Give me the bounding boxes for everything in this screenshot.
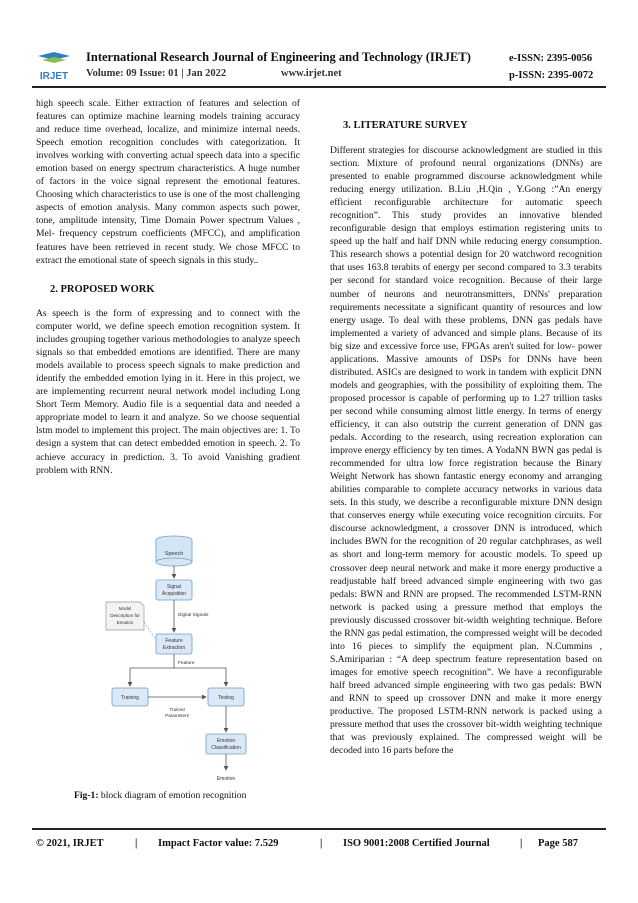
journal-title: International Research Journal of Engineering and Technology (IRJET) — [86, 50, 471, 64]
logo-text: IRJET — [39, 71, 69, 82]
footer-separator: | — [135, 838, 138, 849]
emotion-output-label: Emotion — [216, 776, 236, 782]
feature-extraction-node — [156, 634, 192, 654]
irjet-logo — [34, 50, 74, 84]
volume-issue: Volume: 09 Issue: 01 | Jan 2022 — [86, 68, 227, 79]
digital-signals-label: Digital Signals — [178, 613, 209, 618]
footer-impact-factor: Impact Factor value: 7.529 — [158, 838, 279, 849]
training-node — [112, 688, 148, 706]
svg-text:Signal: Signal — [167, 584, 181, 590]
footer-copyright: © 2021, IRJET — [36, 838, 104, 849]
svg-text:Training: Training — [121, 695, 139, 701]
block-diagram-figure — [94, 522, 270, 784]
svg-text:Model: Model — [118, 606, 132, 611]
svg-text:Description for: Description for — [110, 613, 140, 618]
footer-page-number: Page 587 — [538, 838, 578, 849]
model-description-node — [106, 602, 144, 630]
section-heading-literature-survey: 3. LITERATURE SURVEY — [343, 120, 468, 131]
section-heading-proposed-work: 2. PROPOSED WORK — [50, 284, 155, 295]
trained-parameters-label-1: Trained — [169, 707, 185, 712]
feature-label: Feature — [178, 661, 195, 666]
svg-text:Testing: Testing — [218, 695, 234, 701]
footer-separator: | — [320, 838, 323, 849]
literature-survey-body: Different strategies for discourse acknowledgment are studied in this section. Mixture of profound neural organizations (DNNs) are presented to enable programmed discourse acknowledgment while reducing energy utilization. B.Liu ,H.Qin , Y.Gong :”An energy efficient reconfigurable architecture for automatic speech recognition”. This study provides an innovative blended reconfigurable design that employs estimation registering units to speed up the half and half DNN while reducing energy consumption. This research shows a potential design for 20 watchword recognition that uses 163.8 terabits of energy per second compared to 3.3 terabits per second for standard voice recognition. Because of their large number of neurons and neurotransmitters, DNNs' preparation requirements necessitate a significant quantity of resources and low energy usage. To deal with these problems, DNN gas pedals have implemented a variety of advanced and simple plans. Because of its big size and excessive force use, FPGAs aren't suited for low- power applications. Massive amounts of DSPs for DNNs have been distributed. ASICs are designed to work in tandem with explicit DNN models and geographies, with the possibility of exploiting them. The proposed processor is capable of performing up to 1.27 trillion tasks per second while consuming almost little energy. In terms of energy efficiency, it can also outstrip the current generation of DNN gas pedals. According to the research, using recreation exploration can improve energy efficiency by ten times. A YodaNN BWN gas pedal is recommended for ultra low force registration because the Binary Weight Network has shown fantastic energy economy and arranging abilities comparable to complete accuracy networks in various data sets. In this study, we describe a reconfigurable mixture DNN design that conserves energy while executing voice recognition circuits. For discourse acknowledgment, a crossover DNN is introduced, which includes BWN for the recognition of 20 regular catchphrases, as well as short and long-term memory for acoustic models. To speed up crossover deep neural network and make it more energy productive a readjustable half breed advanced simple engineering with two gas pedals: BWN and RNN are propsed. The recommended LSTM-RNN network is packed using a pressure method that employs the previously discussed crossover bit-width weighting technique. Before the RNN gas pedal estimation, the compressed weight will be decoded into 16 pieces to simplify the equipment plan. N.Cummins , S.Amiriparian : “A deep spectrum feature representation based on images for emotive speech recognition”. We have a reconfigurable half breed advanced simple engineering with two gas pedals: BWN and RNN to speed up crossover DNN and make it more energy productive. The proposed LSTM-RNN network is packed using a pressure method that uses the crossover bit-width weighting technique that was previously explained. The compressed weight will be decoded into 16 parts before the — [330, 145, 602, 757]
testing-node — [208, 688, 244, 706]
page-header — [0, 0, 638, 92]
header-rule — [32, 86, 606, 88]
svg-text:Feature: Feature — [165, 638, 183, 644]
footer-separator: | — [520, 838, 523, 849]
svg-text:Emotion: Emotion — [216, 738, 236, 744]
footer-iso: ISO 9001:2008 Certified Journal — [343, 838, 490, 849]
signal-acquisition-node — [156, 580, 192, 600]
figure-caption: Fig-1: block diagram of emotion recognition — [74, 790, 247, 801]
emotion-classification-node — [206, 734, 246, 754]
e-issn: e-ISSN: 2395-0056 — [509, 53, 593, 64]
svg-text:Classification: Classification — [211, 745, 241, 751]
proposed-work-body: As speech is the form of expressing and to connect with the computer world, we define speech emotion recognition system. It includes grouping together various methodologies to analyze speech signals so that embedded emotions are identified. There are many models available to process speech signals to make prediction and identify the embedded emotion lying in it. Here in this project, we are implementing recurrent neural network model including Long Short Term Memory. Audio file is a sequential data and needed a appropriate model to learn it and analyze. So we choose sequential lstm model to implement this project. The main objectives are: 1. To design a system that can detect embedded emotion in speech. 2. To achieve accuracy in prediction. 3. To avoid Vanishing gradient problem with RNN. — [36, 308, 300, 476]
footer-rule — [32, 828, 606, 830]
speech-node — [156, 536, 192, 566]
journal-website[interactable]: www.irjet.net — [281, 68, 342, 79]
trained-parameters-label-2: Parameters — [165, 713, 189, 718]
p-issn: p-ISSN: 2395-0072 — [509, 70, 594, 81]
svg-text:Emotion: Emotion — [116, 620, 134, 625]
svg-text:Speech: Speech — [164, 551, 184, 557]
intro-paragraph: high speech scale. Either extraction of features and selection of features can optimize machine learning models training accuracy and reduce time overhead, localize, and minimize internal needs. Speech emotion recognition concludes with categorization. It involves working with converting actual speech data into a specific emotion based on energy spectrum characteristics. A huge number of factors in the voice signal represent the emotional features. Choosing which characteristics to use is one of the most challenging aspects of emotion analysis. Many common aspects such power, tone, amplitude intensity, Time Domain Power spectrum Values , Mel- frequency cepstrum coefficients (MFCC), and amplification features have been retrieved in recent study. We chose MFCC to extract the emotional state of speech signals in this study.. — [36, 98, 300, 266]
svg-text:Acquisition: Acquisition — [161, 591, 187, 597]
svg-text:Extraction: Extraction — [162, 645, 186, 651]
